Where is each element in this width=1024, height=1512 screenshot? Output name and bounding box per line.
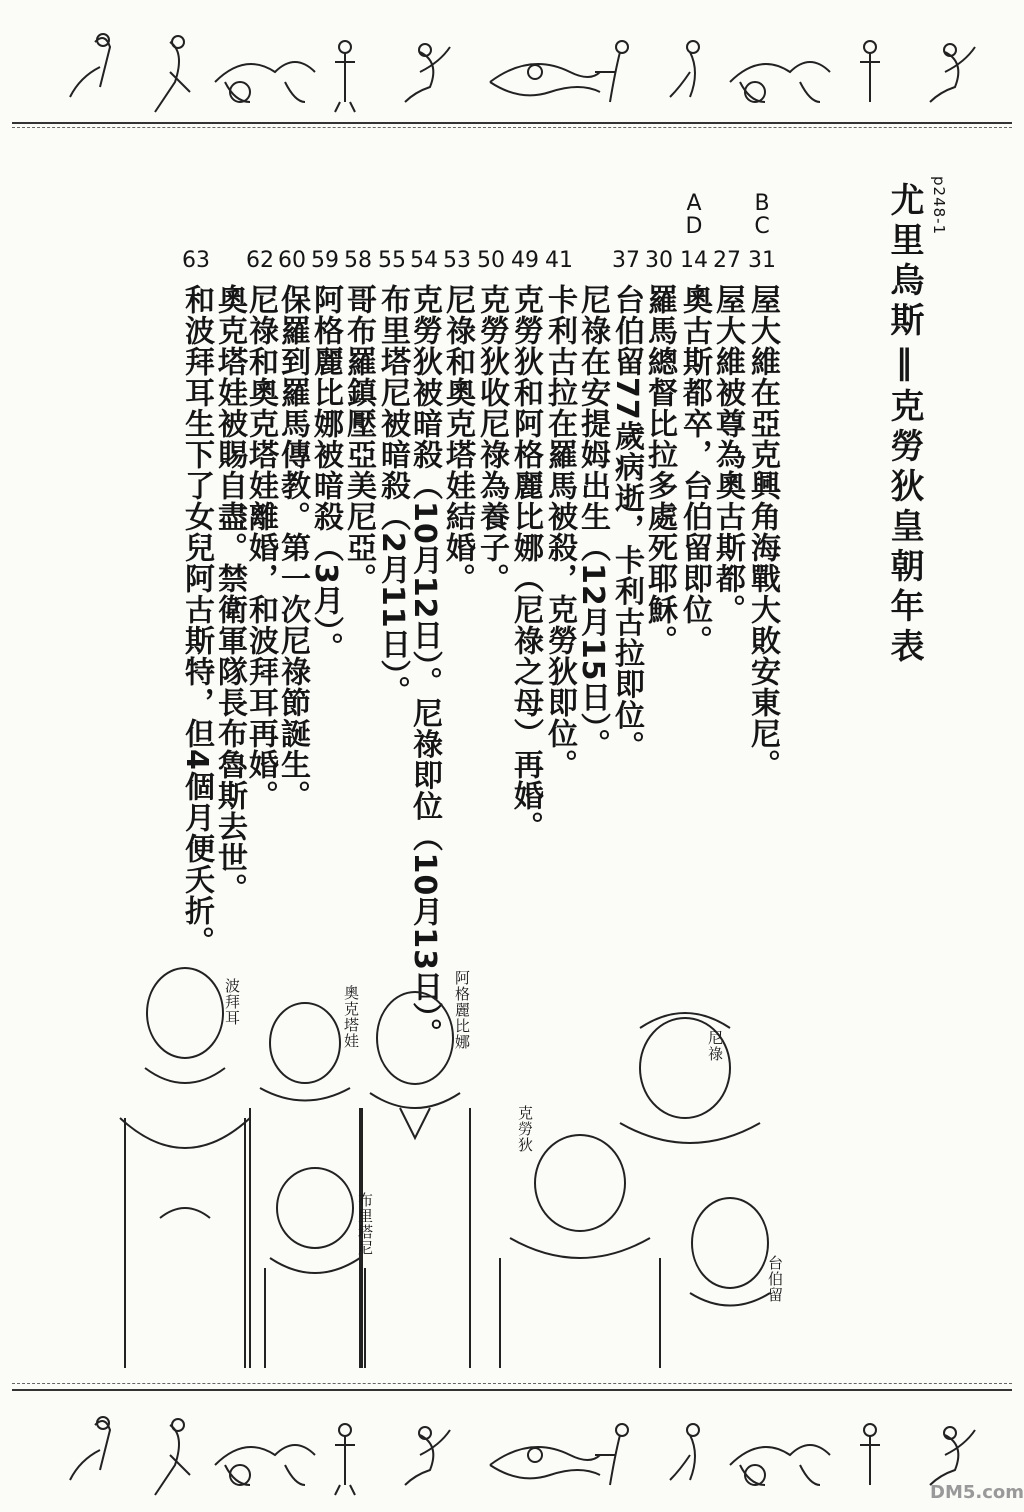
frieze-figure-icon xyxy=(155,36,190,112)
bottom-rule xyxy=(12,1389,1012,1391)
year-label: 63 xyxy=(182,248,210,273)
event-text: 克勞狄收尼祿為養子。 xyxy=(474,284,509,594)
event-text: 尼祿在安提姆出生（12月15日）。 xyxy=(575,284,610,760)
chariot-icon xyxy=(215,62,315,102)
event-text: 屋大維被尊為奧古斯都。 xyxy=(710,284,745,625)
year-label: 50 xyxy=(477,248,505,273)
page-reference: p248-1 xyxy=(930,176,948,236)
year-label: 59 xyxy=(311,248,339,273)
chariot-icon xyxy=(730,62,830,102)
top-rule-dashed xyxy=(12,127,1012,128)
claudius-figure xyxy=(500,1135,660,1368)
event-text: 和波拜耳生下了女兒阿古斯特，但4個月便夭折。 xyxy=(179,284,214,957)
frieze-figure-icon xyxy=(930,44,975,102)
event-text: 阿格麗比娜被暗殺（3月）。 xyxy=(308,284,343,663)
year-label: 30 xyxy=(645,248,673,273)
timeline-entry xyxy=(742,192,782,780)
event-text: 台伯留77歲病逝，卡利古拉即位。 xyxy=(609,284,644,762)
event-text: 布里塔尼被暗殺（2月11日）。 xyxy=(375,284,410,707)
octavia-figure xyxy=(250,1003,362,1368)
era-label xyxy=(606,192,646,238)
year-label: 53 xyxy=(443,248,471,273)
year-label: 60 xyxy=(278,248,306,273)
event-text: 奧克塔娃被賜自盡。禁衛軍隊長布魯斯去世。 xyxy=(212,284,247,904)
event-text: 尼祿和奧克塔娃結婚。 xyxy=(440,284,475,594)
page-title: 尤里烏斯‖克勞狄皇朝年表 xyxy=(884,182,924,668)
event-text: 尼祿和奧克塔娃離婚，和波拜耳再婚。 xyxy=(243,284,278,811)
frieze-figure-icon xyxy=(405,1427,450,1485)
reclining-figure-icon xyxy=(490,64,600,95)
tiberius-figure xyxy=(690,1198,770,1306)
frieze-figure-icon xyxy=(595,41,628,102)
caption-octavia: 奧克塔娃 xyxy=(342,985,360,1049)
frieze-figure-icon xyxy=(405,44,450,102)
year-label: 27 xyxy=(713,248,741,273)
year-label: 54 xyxy=(410,248,438,273)
year-label: 41 xyxy=(545,248,573,273)
caption-tiberius: 台伯留 xyxy=(766,1255,784,1303)
timeline-entry xyxy=(505,192,545,842)
timeline-entry xyxy=(539,192,579,780)
character-illustration xyxy=(100,958,800,1378)
britannicus-figure xyxy=(265,1168,365,1368)
timeline-entry xyxy=(674,192,714,656)
timeline-entry xyxy=(372,192,412,707)
era-label xyxy=(471,192,511,238)
bottom-frieze xyxy=(0,1395,1024,1505)
event-text: 卡利古拉在羅馬被殺，克勞狄即位。 xyxy=(542,284,577,780)
chariot-icon xyxy=(215,1445,315,1485)
chariot-icon xyxy=(730,1445,830,1485)
frieze-figure-icon xyxy=(860,1424,880,1485)
caption-agrippina: 阿格麗比娜 xyxy=(453,970,471,1050)
year-label: 49 xyxy=(511,248,539,273)
bottom-rule-dashed xyxy=(12,1383,1012,1384)
frieze-figure-icon xyxy=(70,34,110,97)
caption-poppaea: 波拜耳 xyxy=(223,978,241,1026)
caption-claudius: 克勞狄 xyxy=(516,1105,534,1153)
year-label: 14 xyxy=(680,248,708,273)
era-label xyxy=(539,192,579,238)
reclining-figure-icon xyxy=(490,1447,600,1478)
timeline-entry xyxy=(471,192,511,594)
frieze-figure-icon xyxy=(670,41,699,97)
poppaea-figure xyxy=(120,968,250,1368)
timeline-entry xyxy=(176,192,216,957)
caption-britannicus: 布里塔尼 xyxy=(356,1192,374,1256)
era-label xyxy=(505,192,545,238)
top-rule xyxy=(12,122,1012,124)
event-text: 克勞狄和阿格麗比娜（尼祿之母）再婚。 xyxy=(508,284,543,842)
era-label xyxy=(176,192,216,238)
timeline-entry xyxy=(606,192,646,762)
top-frieze xyxy=(0,12,1024,122)
frieze-figure-icon xyxy=(155,1419,190,1495)
caption-nero: 尼祿 xyxy=(706,1030,724,1062)
year-label: 58 xyxy=(344,248,372,273)
frieze-figure-icon xyxy=(930,1427,975,1485)
year-label: 37 xyxy=(612,248,640,273)
frieze-figure-icon xyxy=(670,1424,699,1480)
event-text: 保羅到羅馬傳教。第一次尼祿節誕生。 xyxy=(275,284,310,811)
nero-figure xyxy=(620,1013,760,1143)
event-text: 奧古斯都卒，台伯留即位。 xyxy=(677,284,712,656)
era-label: A D xyxy=(685,191,703,239)
frieze-figure-icon xyxy=(595,1424,628,1485)
frieze-figure-icon xyxy=(335,1424,355,1495)
event-text: 羅馬總督比拉多處死耶穌。 xyxy=(642,284,677,656)
event-text: 克勞狄被暗殺（10月12日）。尼祿即位（10月13日）。 xyxy=(407,284,442,1049)
watermark: DM5.com xyxy=(930,1482,1024,1503)
frieze-figure-icon xyxy=(860,41,880,102)
year-label: 62 xyxy=(246,248,274,273)
event-text: 屋大維在亞克興角海戰大敗安東尼。 xyxy=(745,284,780,780)
event-text: 哥布羅鎮壓亞美尼亞。 xyxy=(341,284,376,594)
era-label xyxy=(372,192,412,238)
year-label: 55 xyxy=(378,248,406,273)
frieze-figure-icon xyxy=(70,1417,110,1480)
era-label: B C xyxy=(754,191,770,239)
frieze-figure-icon xyxy=(335,41,355,112)
year-label: 31 xyxy=(748,248,776,273)
